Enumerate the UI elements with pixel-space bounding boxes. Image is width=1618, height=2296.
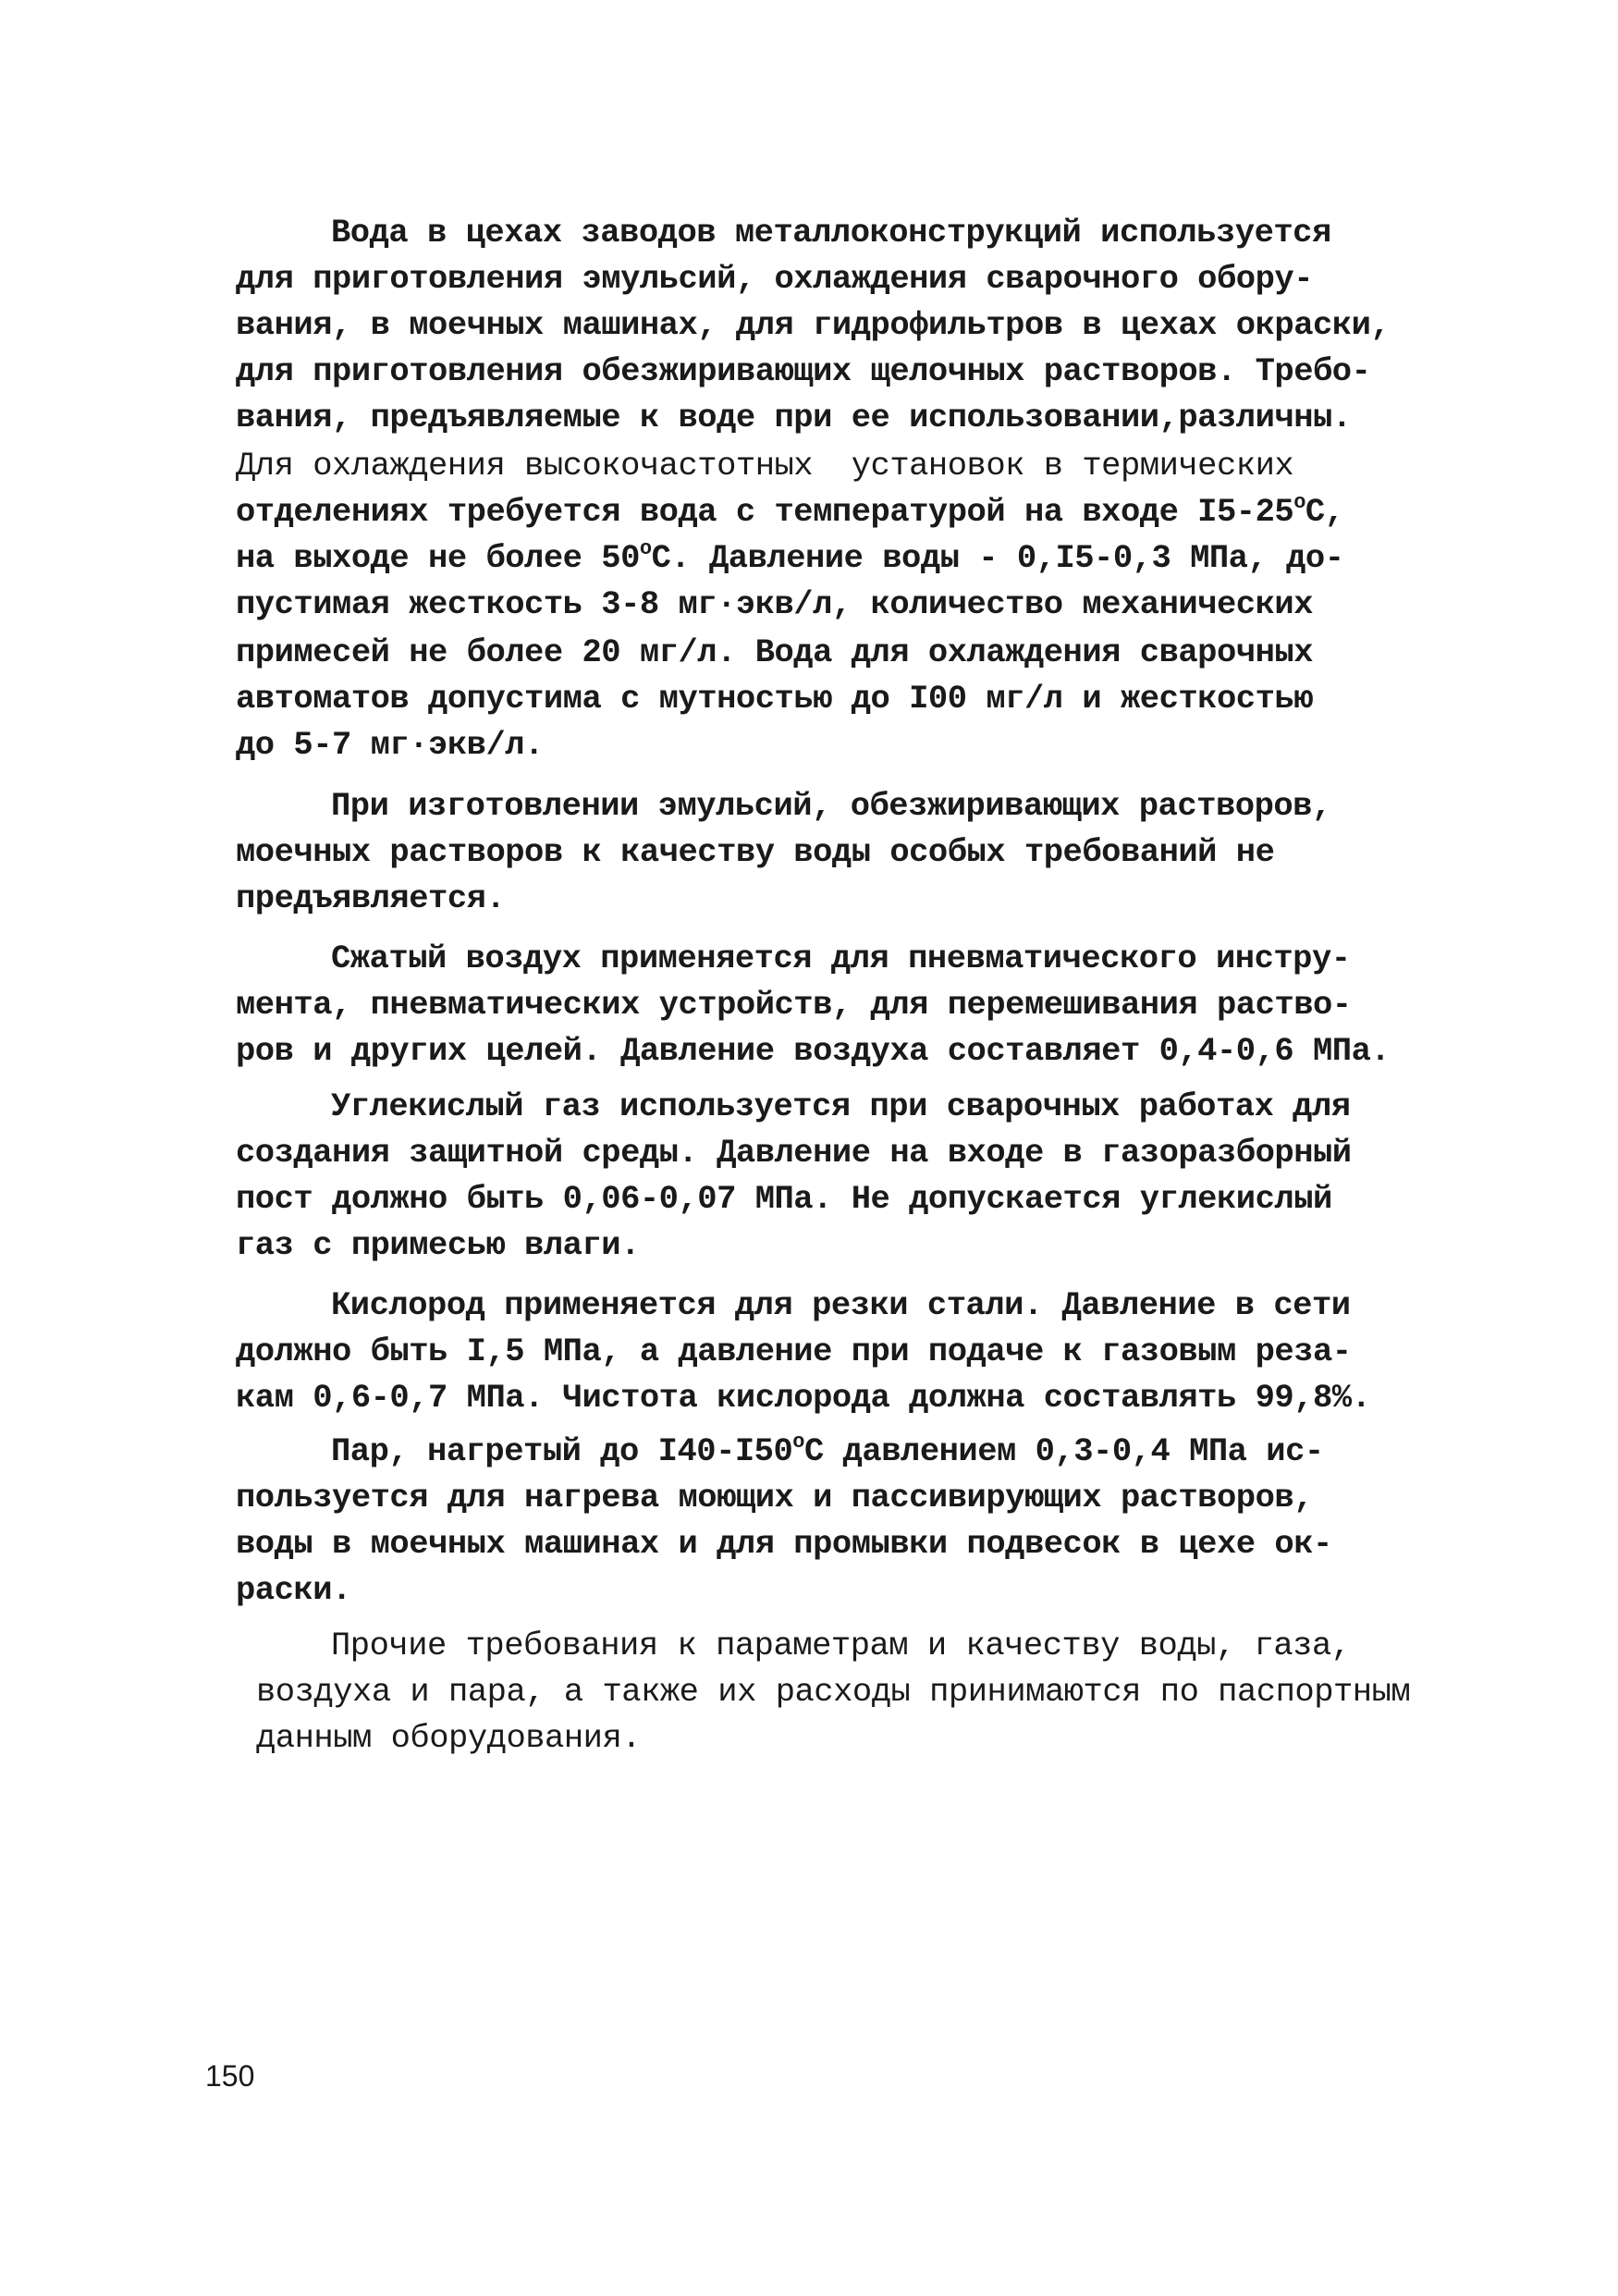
paragraph-1-line-2: для приготовления эмульсий, охлаждения сварочного обору- [236,260,1313,298]
degree-sign: o [639,537,652,560]
paragraph-1-line-3: вания, в моечных машинах, для гидрофильтров в цехах окраски, [236,306,1391,344]
paragraph-2-line-1: При изготовлении эмульсий, обезжиривающих растворов, [331,787,1331,825]
paragraph-4-line-4: газ с примесью влаги. [236,1226,640,1264]
paragraph-2-line-3: предъявляется. [236,879,506,917]
paragraph-1-line-1: Вода в цехах заводов металлоконструкций используется [331,214,1331,252]
paragraph-1-line-7: отделениях требуется вода с температурой на входе I5-25$^o$С, [236,491,1344,531]
paragraph-5-line-2: должно быть I,5 МПа, а давление при подаче к газовым реза- [236,1332,1352,1370]
paragraph-3-line-2: мента, пневматических устройств, для перемешивания раство- [236,986,1352,1024]
paragraph-3-line-3: ров и других целей. Давление воздуха составляет 0,4-0,6 МПа. [236,1032,1391,1070]
paragraph-7-line-3: данным оборудования. [256,1719,642,1757]
paragraph-1-line-11: автоматов допустима с мутностью до I00 мг/л и жесткостью [236,680,1313,718]
paragraph-5-line-3: кам 0,6-0,7 МПа. Чистота кислорода должна составлять 99,8%. [236,1379,1371,1417]
paragraph-6-line-3: воды в моечных машинах и для промывки подвесок в цехе ок- [236,1525,1332,1563]
paragraph-2-line-2: моечных растворов к качеству воды особых требований не [236,833,1275,871]
paragraph-6-line-2: пользуется для нагрева моющих и пассивирующих растворов, [236,1479,1313,1516]
paragraph-1-line-12: до 5-7 мг·экв/л. [236,726,544,764]
paragraph-7-line-2: воздуха и пара, а также их расходы принимаются по паспортным [256,1673,1411,1711]
paragraph-6-line-4: раски. [236,1571,351,1609]
degree-sign: o [792,1430,804,1454]
paragraph-6-line-1: Пар, нагретый до I40-I50$^o$С давлением 0,3-0,4 МПа ис- [331,1430,1324,1470]
paragraph-4-line-3: пост должно быть 0,06-0,07 МПа. Не допускается углекислый [236,1180,1332,1218]
paragraph-4-line-1: Углекислый газ используется при сварочных работах для [331,1087,1351,1125]
paragraph-3-line-1: Сжатый воздух применяется для пневматического инстру- [331,939,1351,977]
paragraph-1-line-9: пустимая жесткость 3-8 мг·экв/л, количество механических [236,585,1313,623]
paragraph-1-line-4: для приготовления обезжиривающих щелочных растворов. Требо- [236,352,1371,390]
page-number: 150 [205,2059,255,2093]
paragraph-7-line-1: Прочие требования к параметрам и качеству воды, газа, [331,1627,1351,1664]
degree-sign: o [1293,491,1305,514]
paragraph-5-line-1: Кислород применяется для резки стали. Давление в сети [331,1286,1351,1324]
paragraph-4-line-2: создания защитной среды. Давление на входе в газоразборный [236,1134,1352,1172]
paragraph-1-line-10: примесей не более 20 мг/л. Вода для охлаждения сварочных [236,633,1313,671]
paragraph-1-line-5: вания, предъявляемые к воде при ее использовании,различны. [236,399,1352,436]
paragraph-1-line-6: Для охлаждения высокочастотных установок в термических [236,447,1294,485]
paragraph-1-line-8: на выходе не более 50$^o$С. Давление воды - 0,I5-0,3 МПа, до- [236,537,1344,577]
